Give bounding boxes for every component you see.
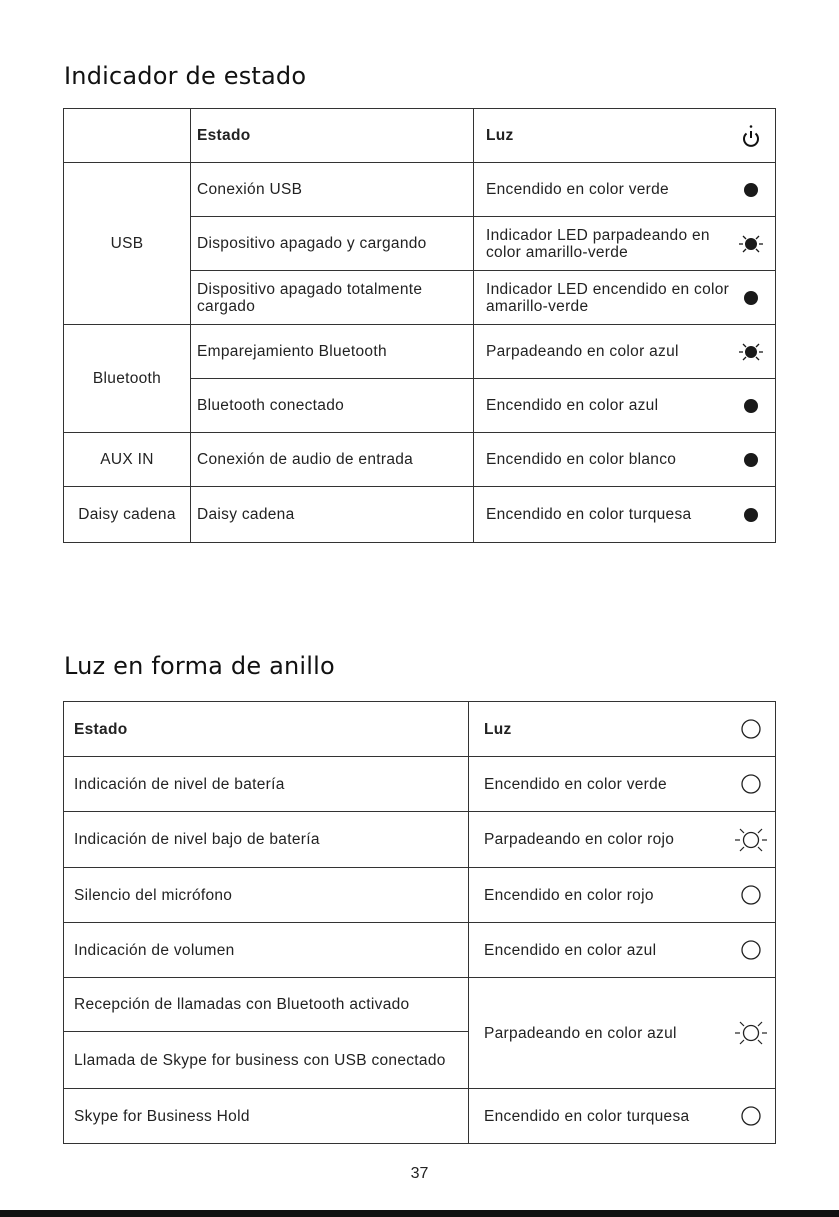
group-daisy: Daisy cadena	[64, 487, 191, 543]
luz-cell	[474, 271, 776, 325]
header-luz: Luz	[484, 720, 512, 738]
solid-dot-icon	[731, 398, 771, 414]
table-row	[64, 978, 776, 1032]
table-row	[64, 325, 776, 379]
section-title-status-indicator: Indicador de estado	[64, 62, 307, 90]
ring-icon	[731, 718, 771, 740]
luz-text: Indicador LED encendido en color amarillo-verde	[486, 280, 730, 315]
estado-cell: Conexión de audio de entrada	[191, 433, 474, 487]
luz-text: Parpadeando en color rojo	[484, 831, 675, 848]
luz-cell	[469, 923, 776, 978]
luz-text: Encendido en color azul	[486, 397, 659, 414]
luz-text: Parpadeando en color azul	[484, 1024, 677, 1042]
table-row	[64, 1089, 776, 1144]
blinking-dot-icon	[731, 234, 771, 254]
estado-cell: Conexión USB	[191, 163, 474, 217]
estado-cell: Llamada de Skype for business con USB conectado	[64, 1032, 469, 1089]
solid-dot-icon	[731, 507, 771, 523]
table-header-row	[64, 109, 776, 163]
ring-icon	[731, 773, 771, 795]
ring-light-table	[63, 701, 776, 1144]
table-row	[64, 757, 776, 812]
estado-cell: Daisy cadena	[191, 487, 474, 543]
bottom-bar	[0, 1210, 839, 1217]
estado-cell: Indicación de volumen	[64, 923, 469, 978]
header-luz-cell	[474, 109, 776, 163]
table-row	[64, 163, 776, 217]
table-header-row	[64, 702, 776, 757]
header-empty-cell	[64, 109, 191, 163]
header-luz-cell	[469, 702, 776, 757]
luz-text: Encendido en color turquesa	[486, 506, 692, 523]
luz-cell	[469, 978, 776, 1089]
ring-icon	[731, 939, 771, 961]
luz-cell	[474, 379, 776, 433]
header-luz: Luz	[486, 127, 514, 144]
page-number: 37	[410, 1165, 429, 1182]
estado-cell: Emparejamiento Bluetooth	[191, 325, 474, 379]
solid-dot-icon	[731, 452, 771, 468]
luz-cell	[474, 433, 776, 487]
table-row	[64, 812, 776, 868]
ring-icon	[731, 884, 771, 906]
section-title-ring-light: Luz en forma de anillo	[64, 652, 335, 680]
estado-cell: Recepción de llamadas con Bluetooth activado	[64, 978, 469, 1032]
power-icon	[731, 123, 771, 149]
luz-text: Encendido en color verde	[484, 775, 667, 793]
luz-text: Encendido en color turquesa	[484, 1107, 690, 1125]
luz-cell	[474, 217, 776, 271]
luz-text: Parpadeando en color azul	[486, 343, 679, 360]
header-estado: Estado	[64, 702, 469, 757]
status-indicator-table	[63, 108, 776, 543]
ring-icon	[731, 1105, 771, 1127]
luz-cell	[469, 757, 776, 812]
blinking-ring-icon	[731, 1019, 771, 1047]
luz-text: Encendido en color blanco	[486, 451, 677, 468]
estado-cell: Bluetooth conectado	[191, 379, 474, 433]
table-row	[64, 433, 776, 487]
luz-cell	[469, 1089, 776, 1144]
estado-cell: Skype for Business Hold	[64, 1089, 469, 1144]
solid-dot-icon	[731, 290, 771, 306]
table-row	[64, 923, 776, 978]
luz-text: Encendido en color rojo	[484, 886, 654, 904]
luz-cell	[474, 487, 776, 543]
estado-cell: Dispositivo apagado y cargando	[191, 217, 474, 271]
table-row	[64, 868, 776, 923]
luz-text: Encendido en color azul	[484, 941, 657, 959]
solid-dot-icon	[731, 182, 771, 198]
blinking-dot-icon	[731, 342, 771, 362]
blinking-ring-icon	[731, 826, 771, 854]
luz-cell	[474, 325, 776, 379]
estado-cell: Silencio del micrófono	[64, 868, 469, 923]
luz-text: Encendido en color verde	[486, 181, 669, 198]
estado-cell: Indicación de nivel de batería	[64, 757, 469, 812]
group-aux: AUX IN	[64, 433, 191, 487]
luz-cell	[474, 163, 776, 217]
group-bluetooth: Bluetooth	[64, 325, 191, 433]
luz-cell	[469, 812, 776, 868]
estado-cell: Indicación de nivel bajo de batería	[64, 812, 469, 868]
group-usb: USB	[64, 163, 191, 325]
header-estado: Estado	[191, 109, 474, 163]
luz-cell	[469, 868, 776, 923]
estado-cell: Dispositivo apagado totalmente cargado	[191, 271, 474, 325]
table-row	[64, 487, 776, 543]
luz-text: Indicador LED parpadeando en color amarillo-verde	[486, 226, 710, 261]
